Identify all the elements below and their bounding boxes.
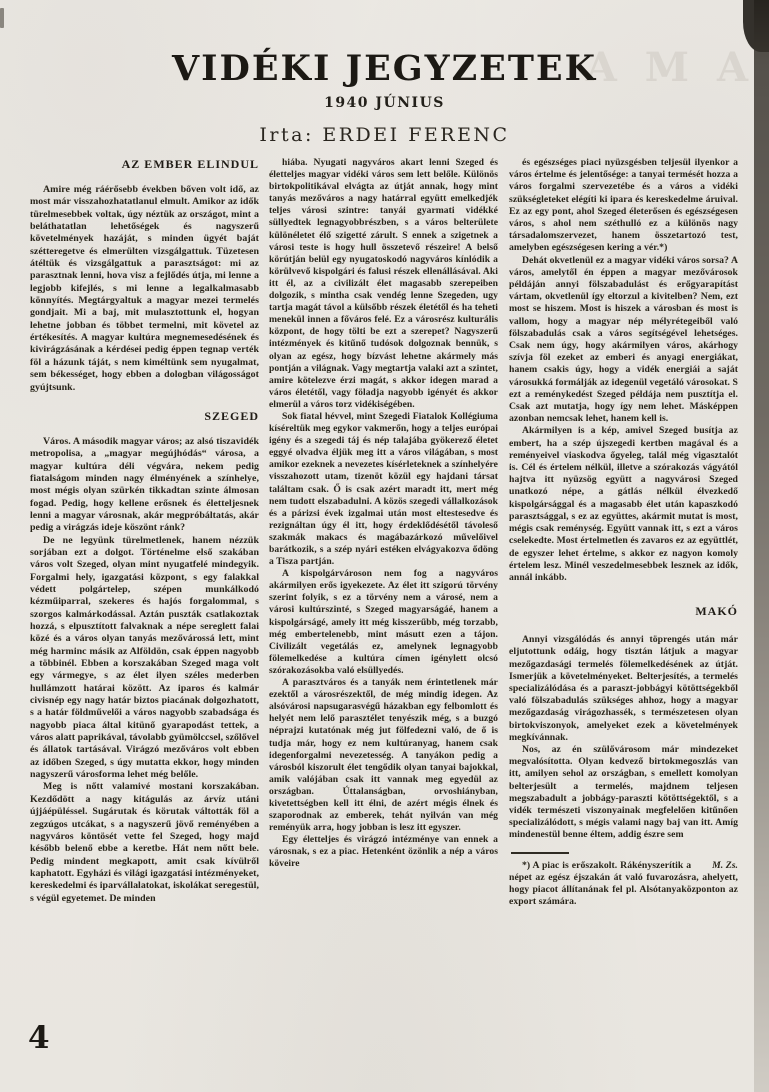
section-heading-mako: MAKÓ	[695, 604, 738, 619]
paragraph: Nos, az én szülővárosom már mindezeket megvalósította. Olyan kedvező birtokmegoszlás van itt, amilyen sehol az országban, s emellett komolyan belterjesült a termelés, majdnem teljesen megszabadult a jobbágy-paraszti kötöttségektől, s a vidék természeti viszonyainak megfelelően kitűnően specializálódott, s mégis valami nagy baj van itt. Amíg mindenestül benne éltem, addig észre sem	[509, 743, 738, 841]
paragraph: Meg is nőtt valamivé mostani korszakában. Kezdődött a nagy kitágulás az árvíz utáni újjáépüléssel. Sugárutak és körutak váltották föl a zegzúgos utcákat, s a nagyszerű jövő reményében a nagyváros köntösét vette fel Szeged, hogy majd később belenő ebbe a keretbe. Hát nem nőtt bele. Pedig mindent megkapott, amit csak kívülről kaphatott. Egyházi és világi igazgatási intézményeket, kereskedelmi és iparvállalatokat, iskolákat seregestül, s végül egyetemet. De minden	[30, 781, 259, 904]
page-number: 4	[28, 1020, 50, 1056]
article-date: 1940 JÚNIUS	[324, 95, 445, 111]
scan-edge-strip	[754, 0, 769, 1092]
footnote-divider	[511, 852, 569, 854]
paragraph: és egészséges piaci nyüzsgésben teljesül ilyenkor a város értelme és jelentősége: a tanyai termését hozza a város forgalmi szervezetébe és a város a vidéki szükségleteket elégíti ki ipara és kereskedelme áruival. Ez az egy pont, ahol Szeged életerősen és egészségesen város, s ahol nem széthulló ez a különös nagy társadalomszervezet, hanem összetartozó test, amelyben egészségesen kering a vér.*)	[509, 157, 738, 254]
paragraph: Egy életteljes és virágzó intézménye van ennek a városnak, s ez a piac. Hetenként özönlik a nép a város köveire	[269, 834, 498, 870]
text-column-3	[509, 157, 738, 908]
paragraph: A parasztváros és a tanyák nem érintetlenek már ezektől a városrészektől, de még mindig idegen. Az alsóvárosi napsugarasvégű házakban egy felbomlott és helyét nem lelő parasztélet tenyészik még, s a buzgó néprajzi kutatónak még jut fölfedezni való, de ő is tudja már, hogy ez nem kultúranyag, hanem csak idegenforgalmi nevezetesség. A tanyákon pedig a városból kiszorult élet tengődik olyan tanyai bajokkal, amik valójában csak itt vannak meg egyedül az országban. Úttalanságban, orvoshiányban, kivetettségben kell itt élni, de azért mégis élnek és szaporodnak az emberek, tehát nyilván van még reményük arra, hogy jobban is lesz itt egyszer.	[269, 677, 498, 834]
section-heading-az-ember-elindul: AZ EMBER ELINDUL	[121, 157, 259, 171]
article-header	[0, 0, 769, 146]
footnote-signature: M. Zs.	[712, 859, 738, 871]
footnote-text: *) A piac is erőszakolt. Rákényszerítik a népet az egész éjszakán át való fuvarozásra, ahelyett, hogy piacot állítanának fel pl. Alsótanyaközponton az export számára.	[509, 859, 738, 908]
article-byline: Irta: ERDEI FERENC	[259, 124, 510, 146]
paragraph: hiába. Nyugati nagyváros akart lenni Szeged és életteljes magyar vidéki város sem lett belőle. Különös birtokpolitikával elvágta az útját annak, hogy mint tanyás mezőváros a nagy határral együtt emelkedjék teljes városi szintre: tanyái gyarmati vidékké süllyedtek legnagyobbrészben, s a város belterülete különéletet élő szigetté zárult. S ennek a szigetnek a városi teste is hogy hull összetevő részeire! A belső körútján belül egy nyugatoskodó nagyváros kínlódik a körülvevő kispolgári és falusi részek ellenállásával. Aki itt él, az a civilizált élet magasabb szerepeiben dolgozik, s mintha csak vendég lenne Szegeden, ugy tartja magát távol a külsőbb részek életétől és ha teheti menekül innen a főváros felé. Ez a városrész kulturális központ, de hogy tölti be ezt a szerepet? Nagyszerű intézmények és kitűnő tudósok dolgoznak bennük, s olyan az egész, hogy bízvást lehetne akármely más pontján a világnak. Vagy megtartja valaki azt a szintet, amire kötelezve érzi magát, s akkor idegen marad a város életétől, vagy föladja nagyobb igényét és akkor elmerül a város torz vidékiségében.	[269, 157, 498, 410]
bleed-through-text: A M A	[585, 44, 755, 91]
paragraph: Sok fiatal hévvel, mint Szegedi Fiatalok Kollégiuma kíséreltük meg egykor vakmerőn, hogy a teljes európai igény és a szegedi táj és nép talajába gyökerező életet eggyé olvadva éljük meg itt a város világában, s most amikor ezeknek a nevezetes kísérleteknek a színhelyére visszahozott utam, tizenöt közül egy hajdani társat találtam csak. Ő is csak azért maradt itt, mert még nem tudott elszabadulni. A közös szegedi vállalkozások és a párizsi évek izgalmai után most eltestesedve és rezignáltan úgy él itt, hogy érdeklődésétől távoleső szakmák makacs és magábazárkozó művelőivel barátkozik, s a szép nyári estéken elvágyakozva ődöng a Tisza partján.	[269, 410, 498, 568]
scan-left-mark	[0, 8, 4, 28]
paragraph: Város. A második magyar város; az alsó tiszavidék metropolisa, a „magyar megújhódás“ városa, a magyar kultúra déli végvára, nekem pedig fiatalságom minden nagy élményének a színhelye, most mégis olyan szürkén tikkadtan szinte álmosan fogad. Pedig, hogy kellene erősnek és életteljesnek lenni a magyar városnak, akár megpróbáltatás, akár pedig a virágzás ideje köszönt ránk?	[30, 435, 259, 534]
text-column-1	[30, 157, 259, 905]
paragraph: Dehát okvetlenül ez a magyar vidéki város sorsa? A város, amelytől én éppen a magyar mezővárosok példáján annyi fölszabadulást és erőgyarapítást vártam, okvetlenül így eltorzul a kivitelben? Nem, ezt most se hiszem. Most is hiszek a városban és most is vallom, hogy a magyar nép mélyrétegeiből való fölszabadulás csak a város segítségével lehetséges. Csak nem úgy, hogy akármilyen város, akárhogy szívja föl ezeket az emberi és anyagi energiákat, hanem csakis úgy, hogy a vidék energiái a saját városukká formálják az idegenül vegetáló városokat. S ezt a reménykedést Szeged példája nem pusztítja el. Csak azt mutatja, hogy így nem lehet. Másképpen azonban nemcsak lehet, hanem kell is.	[509, 254, 738, 425]
footnote	[509, 860, 738, 909]
paragraph: Amire még ráérősebb években bőven volt idő, az most már visszahozhatatlanul elmult. Amikor az idők türelmesebbek voltak, úgy néztük az országot, mint a beláthatatlan lehetőségek és nagyszerű követelmények hazáját, s minden ügyét baját szétteregetve és elmerülten vizsgálgattuk. Tüzetesen átéltük és vizsgálgattuk a parasztságot: mi az parasztnak lenni, hova visz a fejlődés útja, mi lenne a legjobb kifejlés, s mi lenne a legalkalmasabb könnyítés. Megtárgyaltuk a magyar mezei termelés gondjait. Mi a baj, mit mulasztottunk el, hogyan lehetne jobban és többet termelni, mit követel az értékesítés. A magyar kultúra megnemesedésének és kivirágzásának a kérdései pedig éppen tegnap verték föl a házunk táját, s nem kiméltünk sem nyugalmat, sem békességet, hogy ebben a dologban világosságot gyújtsunk.	[30, 184, 259, 393]
paragraph: De ne legyünk türelmetlenek, hanem nézzük sorjában ezt a dolgot. Történelme első szakában város volt Szeged, olyan mint nyugatfelé mindegyik. Forgalmi hely, igazgatási központ, s egy falakkal védett polgártelep, szépen munkálkodó kézműiparral, szekeres és hajós forgalommal, s szorgos kalmárkodással. Aztán puszták csatlakoztak hozzá, s elpusztított falvaknak a népe sereglett falai közé és a város olyan tanyás mezővárossá lett, mint még harminc másik az Alföldön, csak éppen nagyobb a többinél. Ebben a korszakában Szeged maga volt egy vármegye, s az élet ilyen széles mederben hullámzott határai között. Az iparos és kalmár civisnép egy nagy határ biztos piacának dolgozhatott, s a határ földművelői a város nagyobb szabadsága és nagyobb piaca által kitünő gyarapodást tettek, a város alatt paprikával, távolabb gyümölccsel, szőlővel és állatok tartásával. Virágzó mezőváros volt ebben az időben Szeged, s úgy mutatta ekkor, hogy minden nagyszerű városforma lehet még belőle.	[30, 534, 259, 781]
page-title: VIDÉKI JEGYZETEK	[171, 48, 597, 89]
section-heading-szeged: SZEGED	[204, 408, 259, 423]
paragraph: Annyi vizsgálódás és annyi töprengés után már eljutottunk odáig, hogy tisztán látjuk a magyar mezőgazdasági termelés fölemelkedésének az útját. Ismerjük a követelményeket. Belterjesítés, a termelés specializálódása és a paraszt-jobbágyi kötöttségekből való fölszabadulás szükséges ahhoz, hogy a magyar mezőgazdaság virágozhassék, s természetesen olyan birtokviszonyok, amelyeket ezek a követelmények megkívánnak.	[509, 634, 738, 743]
text-column-2	[269, 157, 498, 871]
paragraph: A kispolgárvároson nem fog a nagyváros akármilyen erős igyekezete. Az élet itt szigorú törvény szerint folyik, s ez a törvény nem a városé, nem a városi kultúrszinté, s Szeged magyarságáé, hanem a kispolgárságé, amely itt még kisszerűbb, még torzabb, még embertelenebb, mint másutt ezen a tájon. Civilizált vegetálás ez, amelynek legnagyobb fölemelkedése a kultúra címen igénylett olcsó szórakozásokba való elsüllyedés.	[269, 568, 498, 676]
paragraph: Akármilyen is a kép, amivel Szeged busítja az embert, ha a szép újszegedi kertben magával és a reményeivel viaskodva őgyeleg, talál még vigasztalót is. Cél és értelem nélkül, illetve a szórakozás vágyától hajtva itt nyüzsög együtt a nagyvárosi Szeged unatkozó népe, a gátlás nélkül élvezkedő kispolgársággal és a magasabb élet után kapaszkodó parasztsággal, s ez az együttes, akármit mutat is most, mégis csak reménység. Együtt vannak itt, s ezt a város cselekedte. Most értelmetlen és zavaros ez az együttlét, de egyszer lehet értelme, s akkor ez nagyon komoly értelem lesz. Minél veszedelmesebbek lesznek az idők, annál inkább.	[509, 425, 738, 583]
